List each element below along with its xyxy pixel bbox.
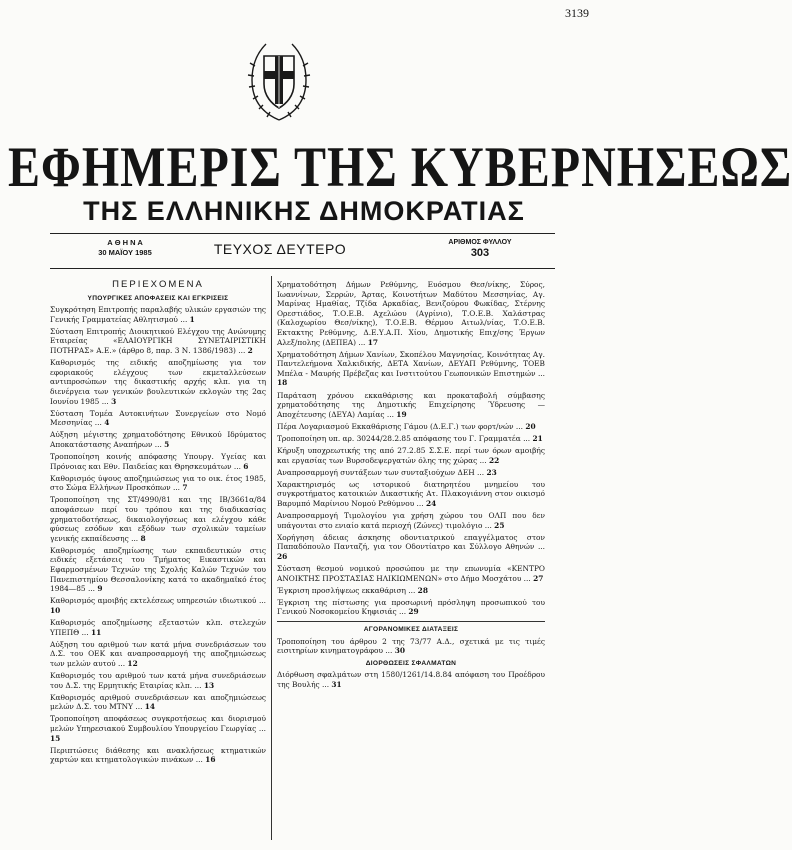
sheet-label: ΑΡΙΘΜΟΣ ΦΥΛΛΟΥ xyxy=(448,239,512,246)
entry-text: Αναπροσαρμογή συντάξεων των συνταξιούχων ΔΕΗ xyxy=(277,467,475,477)
section-heading-ministerial: ΥΠΟΥΡΓΙΚΕΣ ΑΠΟΦΑΣΕΙΣ ΚΑΙ ΕΓΚΡΙΣΕΙΣ xyxy=(87,294,229,302)
entry-leader: ... xyxy=(356,337,368,347)
entry-text: Αύξηση μέγιστης χρηματοδότησης Εθνικού Ιδρύματος Αποκατάστασης Αναπήρων xyxy=(50,430,266,449)
masthead-top-rule xyxy=(50,233,555,234)
contents-entry xyxy=(277,637,545,656)
contents-entry xyxy=(277,350,545,388)
entry-text: Καθορισμός της ειδικής αποζημίωσης για τον εφοριακούς ελέγχους των εκμεταλλεύσεων αντιπροσώπων της δικαστικής αρχής κλπ. για τη διενέργεια των γενικών βουλευτικών εκλογών της 2ας Ιουνίου 1985 xyxy=(50,358,266,406)
masthead-city: Α Θ Η Ν Α xyxy=(107,238,143,247)
entry-text: Κήρυξη υποχρεωτικής της από 27.2.85 Σ.Σ.Ε. περί των όρων αμοιβής και εργασίας των Βυρσοδεψεργατών όλης της χώρας xyxy=(277,446,545,465)
entry-text: Σύσταση Τομέα Αυτοκινήτων Συνεργείων στο Νομό Μεσσηνίας xyxy=(50,408,266,428)
entry-page-number: 1 xyxy=(189,314,195,324)
contents-entry xyxy=(277,422,545,432)
masthead-place-date xyxy=(60,238,190,258)
entry-page-number: 29 xyxy=(408,607,419,617)
section-heading-corrections: ΔΙΟΡΘΩΣΕΙΣ ΣΦΑΛΜΑΤΩΝ xyxy=(365,659,457,667)
entry-page-number: 5 xyxy=(164,439,170,449)
contents-entry xyxy=(50,452,266,471)
contents-right-list xyxy=(277,280,545,617)
contents-entry xyxy=(50,746,266,765)
entry-text: Τροποποίηση κοινής απόφασης Υπουργ. Υγείας και Πρόνοιας και Εθν. Παιδείας και Θρησκευμάτων xyxy=(50,452,266,471)
entry-page-number: 18 xyxy=(277,378,288,388)
entry-text: Καθορισμός αποζημίωσης εξεταστών κλπ. στελεχών ΥΠΕΠΘ xyxy=(50,618,266,637)
contents-entry xyxy=(50,618,266,637)
contents-heading: ΠΕΡΙΕΧΟΜΕΝΑ xyxy=(112,279,204,290)
entry-page-number: 22 xyxy=(488,455,500,465)
entry-text: Περιπτώσεις διάθεσης και ανακλήσεως κτηματικών χαρτών και κτηματολογικών πινάκων xyxy=(50,745,266,765)
entry-leader: ... xyxy=(477,455,489,465)
entry-page-number: 19 xyxy=(396,409,407,419)
contents-left-list xyxy=(50,305,266,765)
entry-text: Αύξηση του αριθμού των κατά μήνα συνεδριάσεων του Δ.Σ. του ΟΕΚ και αναπροσαρμογή της αποζημιώσεως των μελών αυτού xyxy=(50,639,266,668)
entry-page-number: 25 xyxy=(494,520,505,530)
contents-entry xyxy=(50,640,266,669)
entry-leader: ... xyxy=(128,533,141,543)
entry-leader: ... xyxy=(535,368,545,378)
contents-entry xyxy=(50,546,266,594)
entry-text: Έγκριση προσλήψεως εκκαθάριση xyxy=(277,585,406,595)
entry-page-number: 15 xyxy=(50,733,61,743)
contents-entry xyxy=(277,480,545,509)
entry-leader: ... xyxy=(85,584,98,594)
entry-page-number: 30 xyxy=(394,646,405,656)
entry-text: Καθορισμός αριθμού συνεδριάσεων και αποζημιώσεως μελών Δ.Σ. του ΜΤΝΥ xyxy=(50,692,266,712)
entry-text: Καθορισμός αποζημίωσης των εκπαιδευτικών στις ειδικές εξετάσεις του Τμήματος Εικαστικών και Εφαρμοσμένων Τεχνών της Σχολής Καλών Τεχνών του Πανεπιστημίου Θεσσαλονίκης κατά το ακαδημαϊκό έτος 1984—85 xyxy=(50,545,266,594)
entry-leader: ... xyxy=(231,461,244,471)
entry-page-number: 4 xyxy=(104,418,110,428)
entry-leader: ... xyxy=(474,467,487,477)
entry-leader: ... xyxy=(396,607,409,617)
entry-text: Αναπροσαρμογή Τιμολογίου για χρήση χώρου του ΟΛΠ που δεν υπάγονται στο ενιαίο κατά περιοχή (Ζώνες) τιμολόγιο xyxy=(277,511,545,530)
entry-leader: ... xyxy=(513,421,526,431)
entry-text: Συγκρότηση Επιτροπής παραλαβής υλικών εργασιών της Γενικής Γραμματείας Αθλητισμού xyxy=(50,305,266,324)
contents-entry xyxy=(50,671,266,690)
gazette-subtitle: ΤΗΣ ΕΛΛΗΝΙΚΗΣ ΔΗΜΟΚΡΑΤΙΑΣ xyxy=(83,196,525,226)
contents-entry xyxy=(277,533,545,562)
entry-text: Τροποποίηση υπ. αρ. 30244/28.2.85 απόφασης του Γ. Γραμματέα xyxy=(277,433,521,443)
entry-page-number: 28 xyxy=(417,585,428,595)
entry-page-number: 9 xyxy=(97,584,103,594)
entry-leader: ... xyxy=(521,573,534,583)
entry-leader: ... xyxy=(405,585,418,595)
contents-entry xyxy=(50,327,266,356)
entry-text: Τροποποίηση της ΣΤ/4990/81 και της ΙΒ/3661α/84 αποφάσεων περί του τρόπου και της διαδικασίας χρηματοδοτήσεως, δικαιολογήσεως και ελέγχου κάθε φύσεως εσόδων και εξόδων των σχολικών ταμείων γενικής εκπαίδευσης xyxy=(50,495,266,543)
entry-page-number: 8 xyxy=(140,533,146,543)
entry-text: Χορήγηση άδειας άσκησης οδοντιατρικού επαγγέλματος στον Παπαδόπουλο Πανταζή, για τον Οδοντίατρο και Σύλλογο Αθηνών xyxy=(277,532,545,552)
entry-page-number: 13 xyxy=(203,680,215,690)
entry-leader: ... xyxy=(256,723,266,733)
entry-page-number: 31 xyxy=(331,679,342,689)
entry-page-number: 23 xyxy=(486,467,497,477)
entry-leader: ... xyxy=(256,596,266,606)
entry-text: Τροποποίηση του άρθρου 2 της 73/77 Α.Δ., σχετικά με τις τιμές εισιτηρίων κινηματογράφου xyxy=(277,636,545,656)
entry-leader: ... xyxy=(92,418,105,428)
masthead-date: 30 ΜΑΪΟΥ 1985 xyxy=(98,248,152,257)
contents-entry xyxy=(277,511,545,530)
entry-page-number: 24 xyxy=(425,498,437,508)
entry-leader: ... xyxy=(319,679,332,689)
contents-entry xyxy=(277,598,545,617)
entry-text: Καθορισμός αμοιβής εκτελέσεως υπηρεσιών ιδιωτικού xyxy=(50,596,257,606)
contents-entry xyxy=(277,391,545,420)
entry-page-number: 10 xyxy=(50,605,61,615)
entry-text: Πέρα Λογαριασμού Εκκαθάρισης Γάμου (Δ.Ε.Γ.) των φορτ/νών xyxy=(277,421,514,431)
entry-text: Σύσταση θεσμού νομικού προσώπου με την επωνυμία «ΚΕΝΤΡΟ ΑΝΟΙΚΤΗΣ ΠΡΟΣΤΑΣΙΑΣ ΗΛΙΚΙΩΜΕΝΩΝ» στο Δήμο Μοσχάτου xyxy=(277,564,545,583)
entry-leader: ... xyxy=(152,439,165,449)
contents-entry xyxy=(277,434,545,444)
entry-text: Καθορισμός του αριθμού των κατά μήνα συνεδριάσεων του Δ.Σ. της Ερμητικής Εταιρίας κλπ. xyxy=(50,670,266,690)
entry-leader: ... xyxy=(382,646,395,656)
page-number: 3139 xyxy=(565,6,589,20)
entry-page-number: 20 xyxy=(525,421,536,431)
entry-text: Παράταση χρόνου εκκαθάρισης και προκαταβολή σύμβασης χρηματοδότησης της Δημοτικής Επιχείρησης Ύδρευσης — Αποχέτευσης (ΔΕΥΑ) Λαμίας xyxy=(277,390,545,419)
entry-leader: ... xyxy=(192,680,204,690)
entry-leader: ... xyxy=(115,658,128,668)
masthead-bottom-rule xyxy=(50,268,555,269)
entry-leader: ... xyxy=(177,314,190,324)
entry-text: Χρηματοδότηση Δήμων Ρεθύμνης, Ευόσμου Θεσ/νίκης, Σύρος, Ιωαννίνων, Σερρών, Άρτας, Κοινοτήτων Μαδύτου Μεσσηνίας, Αγ. Μαρίνας Ημαθίας, Τζίδα Αρκαδίας, Βενιζούρου Φωκίδας, Στέρνης Ορεστιάδος, Τ.Ο.Ε.Β. Αχελώου (Αγρίνιο), Τ.Ο.Ε.Β. Χαλάστρας (Καλοχωρίου Θεσ/νίκης), Τ.Ο.Ε.Β. Θέρμου Αιτωλ/νίας, Τ.Ο.Ε.Β. Εκτακτης Ρεθύμνης, Δ.Ε.Υ.Α.Π. Χίου, Δημοτικής Επιχ/σης Έργων Αλεξ/πολης (ΔΕΠΕΑ) xyxy=(277,280,545,347)
entry-leader: ... xyxy=(384,409,397,419)
entry-leader: ... xyxy=(534,542,546,552)
entry-leader: ... xyxy=(170,483,183,493)
entry-page-number: 12 xyxy=(127,658,138,668)
entry-page-number: 7 xyxy=(182,483,188,493)
contents-entry xyxy=(277,564,545,583)
contents-entry xyxy=(277,670,545,689)
entry-leader: ... xyxy=(235,346,248,356)
entry-text: Σύσταση Επιτροπής Διοικητικού Ελέγχου της Ανώνυμης Εταιρείας «ΕΛΑΙΟΥΡΓΙΚΗ ΣΥΝΕΤΑΙΡΙΣΤΙΚΗ ΠΟΤΗΡΑΣ» Α.Ε.» (άρθρο 8, παρ. 3 Ν. 1386/1983) xyxy=(50,326,266,356)
issue-label: ΤΕΥΧΟΣ ΔΕΥΤΕΡΟ xyxy=(213,241,347,257)
contents-entry xyxy=(277,446,545,465)
entry-text: Τροποποίηση αποφάσεως συγκροτήσεως και διορισμού μελών Υπηρεσιακού Συμβουλίου Υπουργείου Γεωργίας xyxy=(50,714,266,733)
gazette-title: ΕΦΗΜΕΡΙΣ ΤΗΣ ΚΥΒΕΡΝΗΣΕΩΣ xyxy=(8,135,792,200)
entry-page-number: 26 xyxy=(277,551,288,561)
contents-entry xyxy=(50,495,266,543)
entry-page-number: 14 xyxy=(144,702,156,712)
contents-entry xyxy=(50,474,266,493)
entry-leader: ... xyxy=(414,498,426,508)
entry-leader: ... xyxy=(482,520,495,530)
column-divider xyxy=(271,276,272,840)
entry-page-number: 17 xyxy=(367,337,379,347)
entry-page-number: 21 xyxy=(532,433,543,443)
entry-leader: ... xyxy=(193,755,206,765)
entry-leader: ... xyxy=(520,433,533,443)
contents-entry xyxy=(50,305,266,324)
entry-page-number: 6 xyxy=(243,461,249,471)
contents-entry xyxy=(50,714,266,743)
entry-text: Χρηματοδότηση Δήμων Χανίων, Σκοπέλου Μαγνησίας, Κοινότητας Αγ. Παντελεήμονα Χαλκιδικής, ΔΕΤΑ Χανίων, ΔΕΥΑΠ Ρεθύμνης, ΤΟΕΒ Μπέλα - Μαυρής Πρέβεζας και Ινστιτούτου Γεωπονικών Επιστημών xyxy=(277,349,545,378)
entry-leader: ... xyxy=(133,702,145,712)
contents-entry xyxy=(277,586,545,596)
sheet-number: 303 xyxy=(470,247,490,259)
contents-entry xyxy=(50,430,266,449)
contents-market-list xyxy=(277,637,545,656)
contents-entry xyxy=(277,280,545,347)
entry-page-number: 11 xyxy=(90,627,102,637)
contents-entry xyxy=(50,596,266,615)
contents-entry xyxy=(277,468,545,478)
entry-text: Έγκριση της πίστωσης για προσωρινή πρόσληψη προσωπικού του Γενικού Νοσοκομείου Κηφισιάς xyxy=(277,597,545,617)
entry-text: Καθορισμός ύψους αποζημιώσεως για το οικ. έτος 1985, στο Σώμα Ελλήνων Προσκόπων xyxy=(50,473,266,493)
entry-leader: ... xyxy=(99,396,112,406)
section-heading-market: ΑΓΟΡΑΝΟΜΙΚΕΣ ΔΙΑΤΑΞΕΙΣ xyxy=(363,626,459,633)
contents-left-column xyxy=(50,280,266,767)
entry-leader: ... xyxy=(79,627,91,637)
contents-right-column xyxy=(277,280,545,691)
entry-text: Χαρακτηρισμός ως ιστορικού διατηρητέου μνημείου του συγκροτήματος κατοικιών Δικαστικής Ατ. Πλακογιάννη στον οικισμό Βαρυμπό Μαρίνιου Νομού Ρεθύμνου xyxy=(277,479,545,508)
coat-of-arms-emblem xyxy=(244,36,314,124)
entry-page-number: 27 xyxy=(533,573,544,583)
contents-entry xyxy=(50,693,266,712)
entry-page-number: 2 xyxy=(247,346,253,356)
contents-entry xyxy=(50,358,266,406)
masthead-sheet xyxy=(415,238,545,258)
contents-entry xyxy=(50,409,266,428)
entry-page-number: 16 xyxy=(205,755,216,765)
section-divider xyxy=(277,621,545,622)
entry-text: Διόρθωση σφαλμάτων στη 1580/1261/14.8.84 απόφαση του Προέδρου της Βουλής xyxy=(277,670,545,689)
entry-page-number: 3 xyxy=(111,396,117,406)
contents-corrections-list xyxy=(277,670,545,689)
